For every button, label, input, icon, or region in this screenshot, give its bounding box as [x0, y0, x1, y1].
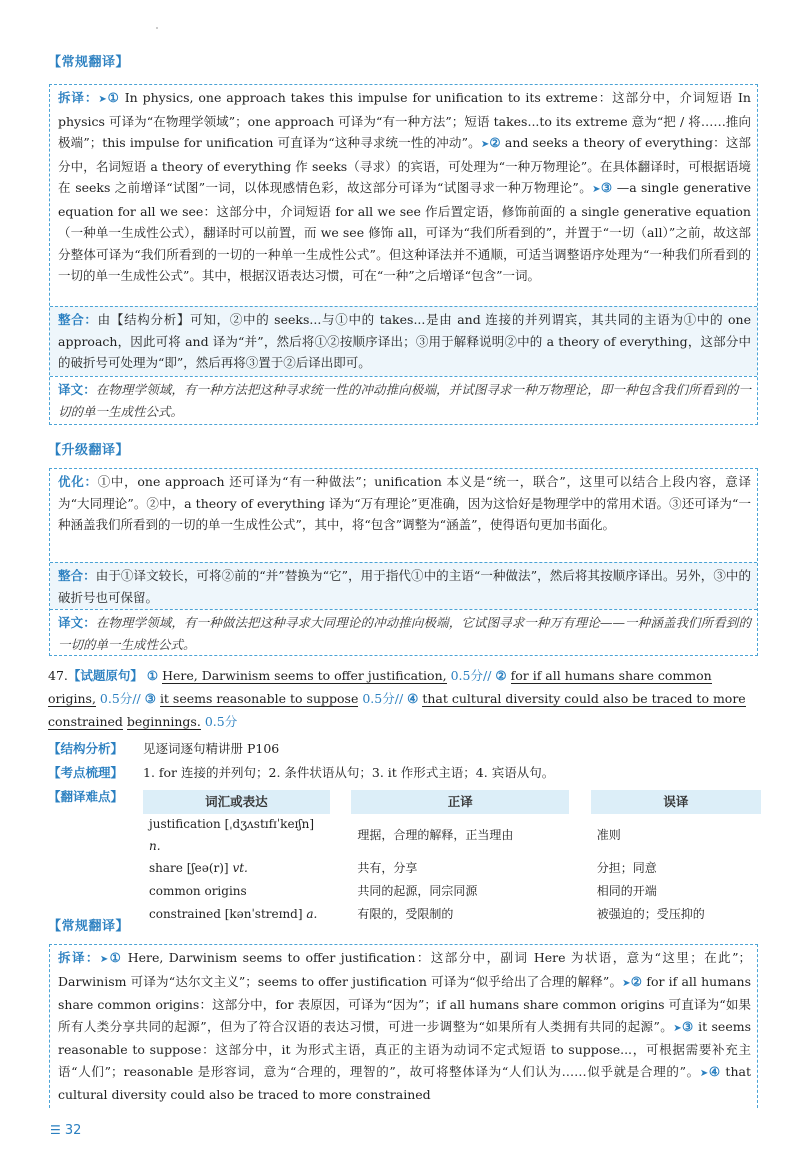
marker-1: ①: [106, 90, 120, 105]
yi-wen-label-2: 译文：: [58, 615, 96, 630]
marker-1b: ①: [108, 950, 123, 965]
correct-cell: 有限的，受限制的: [357, 906, 454, 921]
q-marker-1: ①: [146, 668, 159, 683]
zheng-he-part: [50, 306, 757, 376]
difficulties-row: [48, 786, 143, 808]
zheng-he-label: 整合：: [58, 312, 98, 327]
score-2: 0.5分: [99, 691, 133, 706]
chai-yi-label: 拆译：: [58, 90, 99, 105]
wrong-cell: 准则: [596, 827, 621, 842]
question-47-original: [48, 664, 760, 733]
table-header-row: [143, 790, 761, 814]
zheng-he-text-2: 由于①译文较长，可将②前的“并”替换为“它”，用于指代①中的主语“一种做法”，然后将其按顺序译出。另外，③中的破折号也可保留。: [58, 568, 751, 605]
chai2-text-4: that cultural diversity could also be traced to more constrained: [58, 1063, 751, 1102]
wrong-cell: 分担；同意: [596, 860, 657, 875]
table-row: [143, 814, 761, 857]
score-1: 0.5分: [450, 668, 483, 683]
score-4: 0.5分: [204, 714, 238, 729]
yi-wen-part: [50, 376, 757, 423]
arrow-icon: ➤: [622, 977, 631, 989]
wrong-cell: 相同的开端: [596, 883, 657, 898]
marker-2: ②: [489, 135, 501, 150]
correct-cell: 共同的起源，同宗同源: [357, 883, 478, 898]
you-hua-part: [50, 469, 757, 562]
arrow-icon: ➤: [699, 1067, 709, 1079]
you-hua-label: 优化：: [58, 474, 98, 489]
term-cell: common origins: [149, 883, 247, 898]
difficulties-label: 【翻译难点】: [48, 789, 124, 804]
q-segment-1: Here, Darwinism seems to offer justification,: [162, 668, 447, 683]
term-cell: share [ʃeə(r)] vt.: [149, 860, 248, 875]
chai-text-3: —a single generative equation for all we see：这部分中，介词短语 for all we see 作后置定语，修饰前面的 a single generative equation（一种单一生成性公式），翻译时可以前置，而 we see 修饰 all，可译为“我们所看到的”，并置于“一切（all）”之前，故这部分整体可译为“我们所看到的一切的一种单一生成性公式”。但这种译法并不通顺，可适当调整语序处理为“一种我们所看到的一切的单一生成性公式”。其中，根据汉语表达习惯，可在“一种”之后增译“包含”一词。: [58, 180, 751, 283]
chai2-text-3: it seems reasonable to suppose：这部分中，it 为形式主语，真正的主语为动词不定式短语 to suppose...，可根据需要补充主语“人们”；reasonable 是形容词，意为“合理的，理智的”，故可将整体译为“人们认为……似乎就是合理的”。: [58, 1018, 751, 1079]
book-icon: ☰: [50, 1123, 61, 1137]
q-segment-4a: that cultural diversity could also be traced to more constrained: [48, 691, 746, 729]
yi-wen-part-2: [50, 609, 757, 654]
yi-wen-text: 在物理学领域，有一种方法把这种寻求统一性的冲动推向极端，并试图寻求一种万物理论，即一种包含我们所看到的一切的单一生成性公式。: [58, 382, 751, 419]
arrow-icon: ➤: [673, 1022, 682, 1034]
structure-analysis-row: [48, 738, 279, 760]
page-number: 32: [64, 1123, 82, 1138]
regular-translation-box: [49, 84, 758, 425]
correct-cell: 理据，合理的解释，正当理由: [357, 827, 514, 842]
q-marker-3: ③: [144, 691, 156, 706]
arrow-icon: ➤: [98, 94, 107, 105]
wrong-cell: 被强迫的；受压抑的: [596, 906, 705, 921]
chai-yi-part-2: [50, 945, 757, 1109]
table-row: [143, 903, 761, 926]
original-sentence-label: 【试题原句】: [67, 668, 143, 683]
yi-wen-text-2: 在物理学领域，有一种做法把这种寻求大同理论的冲动推向极端，它试图寻求一种万有理论——一种涵盖我们所看到的一切的单一生成性公式。: [58, 615, 751, 652]
regular-translation-box-2: [49, 944, 758, 1108]
score-3: 0.5分: [362, 691, 395, 706]
marker-3: ③: [600, 180, 613, 195]
correct-cell: 共有，分享: [357, 860, 418, 875]
term-cell: constrained [kənˈstreɪnd] a.: [149, 906, 318, 921]
exam-points-row: [48, 762, 554, 784]
you-hua-text: ①中，one approach 还可译为“有一种做法”；unification 本义是“统一，联合”，这里可以结合上段内容，意译为“大同理论”。②中，a theory of everything 译为“万有理论”更准确，因为这恰好是物理学中的常用术语。③还可译为“一种涵盖我们所看到的一切的单一生成性公式”，其中，将“包含”调整为“涵盖”，使得语句更加书面化。: [58, 474, 751, 532]
section-title-regular-translation: 【常规翻译】: [48, 55, 130, 70]
q-segment-4b: beginnings.: [126, 714, 201, 729]
zheng-he-part-2: [50, 562, 757, 609]
marker-2b: ②: [630, 973, 643, 989]
arrow-icon: ➤: [99, 954, 109, 965]
chai2-text-2: for if all humans share common origins：这部分中，for 表原因，可译为“因为”；if all humans share common origins 可直译为“如果所有人类分享共同的起源”，但为了符合汉语的表达习惯，可进一步调整为“如果所有人类拥有共同的起源”。: [58, 973, 751, 1034]
section-title-upgraded-translation: 【升级翻译】: [48, 443, 130, 458]
vocabulary-table: [143, 790, 761, 926]
upgraded-translation-box: [49, 468, 758, 656]
page-footer: [50, 1120, 81, 1142]
question-number: 47.: [48, 668, 68, 683]
marker-4b: ④: [708, 1063, 721, 1079]
chai-text-2: and seeks a theory of everything：这部分中，名词短语 a theory of everything 作 seeks（寻求）的宾语，可处理为“一种万物理论”。在具体翻译时，可根据语境在 seeks 之前增译“试图”一词，以体现感情色彩，故这部分可译为“试图寻求一种万物理论”。: [58, 135, 752, 195]
separator-2: //: [132, 691, 141, 706]
arrow-icon: ➤: [480, 139, 490, 150]
chai-text-1: In physics, one approach takes this impulse for unification to its extreme：这部分中，介词短语 In physics 可译为“在物理学领域”；one approach 可译为“有一种方法”；短语 takes...to its extreme 意为“把 / 将……推向极端”；this impulse for unification 可直译为“这种寻求统一性的冲动”。: [58, 90, 751, 150]
section-title-regular-translation-2: 【常规翻译】: [48, 919, 130, 934]
q-segment-2: for if all humans share common origins,: [48, 668, 712, 706]
chai2-text-1: Here, Darwinism seems to offer justification：这部分中，副词 Here 为状语，意为“这里；在此”；Darwinism 可译为“达尔文主义”；seems to offer justification 可译为“似乎给出了合理的解释”。: [58, 950, 751, 989]
header-term: 词汇或表达: [143, 790, 330, 814]
q-segment-3: it seems reasonable to suppose: [159, 691, 359, 706]
scan-dot: [156, 27, 158, 29]
table-row: [143, 857, 761, 880]
header-wrong: 误译: [591, 790, 761, 814]
yi-wen-label: 译文：: [58, 382, 96, 397]
structure-analysis-text: 见逐词逐句精讲册 P106: [143, 741, 280, 756]
q-marker-2: ②: [495, 668, 507, 683]
exam-points-label: 【考点梳理】: [48, 765, 124, 780]
table-row: [143, 880, 761, 903]
marker-3b: ③: [681, 1018, 694, 1034]
separator-3: //: [394, 691, 404, 706]
arrow-icon: ➤: [592, 184, 601, 195]
term-cell: justification [ˌdʒʌstɪfɪˈkeɪʃn] n.: [149, 817, 315, 853]
header-correct: 正译: [351, 790, 569, 814]
chai-yi-label-2: 拆译：: [58, 950, 100, 965]
zheng-he-label-2: 整合：: [58, 568, 96, 583]
exam-points-text: 1. for 连接的并列句；2. 条件状语从句；3. it 作形式主语；4. 宾语从句。: [143, 765, 555, 780]
q-marker-4: ④: [407, 691, 419, 706]
zheng-he-text: 由【结构分析】可知，②中的 seeks...与①中的 takes...是由 and 连接的并列谓宾，其共同的主语为①中的 one approach，因此可将 and 译为“并”，然后将①②按顺序译出；③用于解释说明②中的 a theory of everything，这部分中的破折号可处理为“即”，然后再将③置于②后译出即可。: [58, 312, 751, 370]
separator-1: //: [482, 668, 492, 683]
structure-analysis-label: 【结构分析】: [48, 741, 124, 756]
chai-yi-part: [50, 85, 757, 306]
